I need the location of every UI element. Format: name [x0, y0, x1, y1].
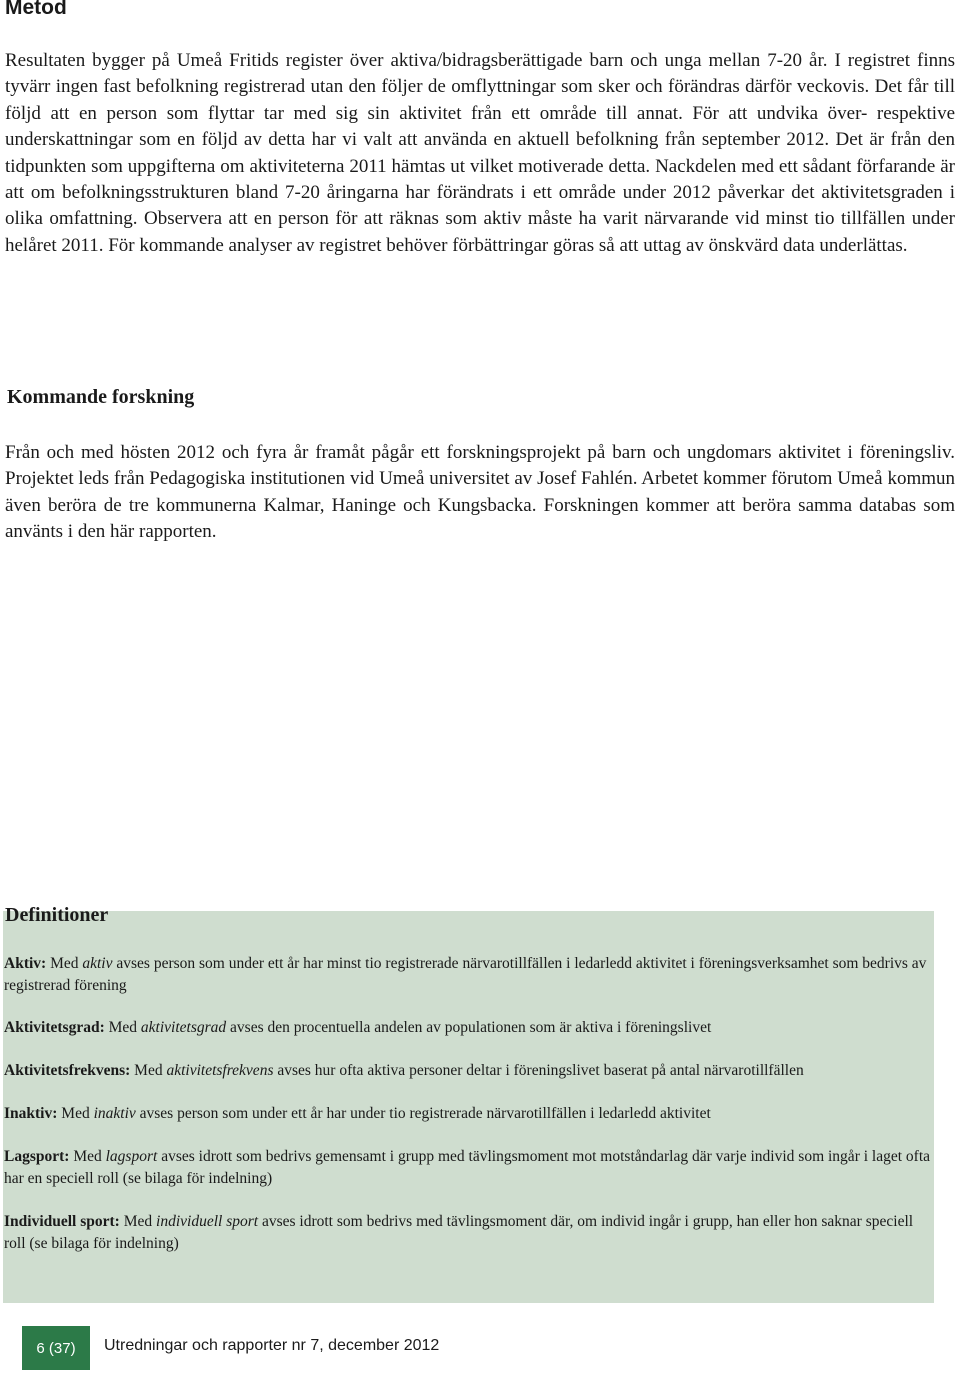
metod-paragraph: Resultaten bygger på Umeå Fritids register över aktiva/bidragsberättigade barn och unga mellan 7-20 år. I registret finns tyvärr ingen fast befolkning registrerad utan den följer de omflyttningar som sker och förändras därför veckovis. Det får till följd att en person som flyttar tar med sig sin aktivitet från ett område till annat. För att undvika över- respektive underskattningar som en följd av detta har vi valt att använda en aktuell befolkning från september 2012. Det är från den tidpunkten som uppgifterna om aktiviteterna 2011 hämtas ut vilket motiverade detta. Nackdelen med ett sådant förfarande är att om befolkningsstrukturen bland 7-20 åringarna har förändrats i ett område under 2012 påverkar det aktivitetsgraden i olika omfattning. Observera att en person för att räknas som aktiv måste ha varit närvarande vid minst tio tillfällen under helåret 2011. För kommande analyser av registret behöver förbättringar göras så att uttag av önskvärd data underlättas. — [5, 50, 955, 256]
forskning-paragraph: Från och med hösten 2012 och fyra år framåt pågår ett forskningsprojekt på barn och ungdomars aktivitet i föreningsliv. Projektet leds från Pedagogiska institutionen vid Umeå universitet av Josef Fahlén. Arbetet kommer förutom Umeå kommun även beröra de tre kommunerna Kalmar, Haninge och Kungsbacka. Forskningen kommer att beröra samma databas som använts i den här rapporten. — [5, 442, 955, 543]
metod-heading: Metod — [5, 0, 67, 19]
definition-text: avses den procentuella andelen av populationen som är aktiva i föreningslivet — [226, 1019, 712, 1036]
forskning-heading: Kommande forskning — [7, 386, 195, 408]
definition-text: avses person som under ett år har under tio registrerade närvarotillfällen i ledarledd aktivitet — [135, 1105, 711, 1122]
definition-text: avses person som under ett år har minst tio registrerade närvarotillfällen i ledarledd aktivitet i föreningsverksamhet som bedrivs av registrerad förening — [4, 955, 927, 994]
definition-term: Inaktiv: — [4, 1105, 58, 1122]
definition-aktivitetsfrekvens: Aktivitetsfrekvens: Med aktivitetsfrekvens avses hur ofta aktiva personer deltar i föreningslivet baserat på antal närvarotillfällen — [4, 1062, 804, 1079]
definition-aktiv: Aktiv: Med aktiv avses person som under ett år har minst tio registrerade närvarotillfällen i ledarledd aktivitet i föreningsverksamhet som bedrivs av registrerad förening — [4, 955, 927, 994]
definition-term: Individuell sport: — [4, 1213, 120, 1230]
definition-term: Lagsport: — [4, 1148, 70, 1165]
definition-term: Aktivitetsgrad: — [4, 1019, 105, 1036]
definition-individuell-sport: Individuell sport: Med individuell sport avses idrott som bedrivs med tävlingsmoment där, om individ ingår i grupp, han eller hon saknar speciell roll (se bilaga för indelning) — [4, 1213, 914, 1252]
definition-term: Aktivitetsfrekvens: — [4, 1062, 131, 1079]
definition-term: Aktiv: — [4, 955, 47, 972]
definition-text: avses idrott som bedrivs gemensamt i grupp med tävlingsmoment mot motståndarlag där varje individ som ingår i laget ofta har en speciell roll (se bilaga för indelning) — [4, 1148, 931, 1187]
definition-aktivitetsgrad: Aktivitetsgrad: Med aktivitetsgrad avses den procentuella andelen av populationen som är aktiva i föreningslivet — [4, 1019, 712, 1036]
page-number-badge: 6 (37) — [22, 1326, 90, 1370]
definition-inaktiv: Inaktiv: Med inaktiv avses person som under ett år har under tio registrerade närvarotillfällen i ledarledd aktivitet — [4, 1105, 711, 1122]
definition-italic-term: individuell sport — [156, 1213, 259, 1230]
definition-italic-term: inaktiv — [93, 1105, 136, 1122]
definition-text: avses hur ofta aktiva personer deltar i föreningslivet baserat på antal närvarotillfällen — [273, 1062, 804, 1079]
definition-italic-term: aktivitetsgrad — [140, 1019, 227, 1036]
definition-text: avses idrott som bedrivs med tävlingsmoment där, om individ ingår i grupp, han eller hon saknar speciell roll (se bilaga för indelning) — [4, 1213, 914, 1252]
definition-italic-term: lagsport — [105, 1148, 158, 1165]
definition-lagsport: Lagsport: Med lagsport avses idrott som bedrivs gemensamt i grupp med tävlingsmoment mot motståndarlag där varje individ som ingår i laget ofta har en speciell roll (se bilaga för indelning) — [4, 1148, 931, 1187]
definition-italic-term: aktivitetsfrekvens — [166, 1062, 274, 1079]
footer-title: Utredningar och rapporter nr 7, december 2012 — [104, 1337, 440, 1354]
definitions-heading: Definitioner — [5, 904, 109, 926]
definition-italic-term: aktiv — [82, 955, 113, 972]
